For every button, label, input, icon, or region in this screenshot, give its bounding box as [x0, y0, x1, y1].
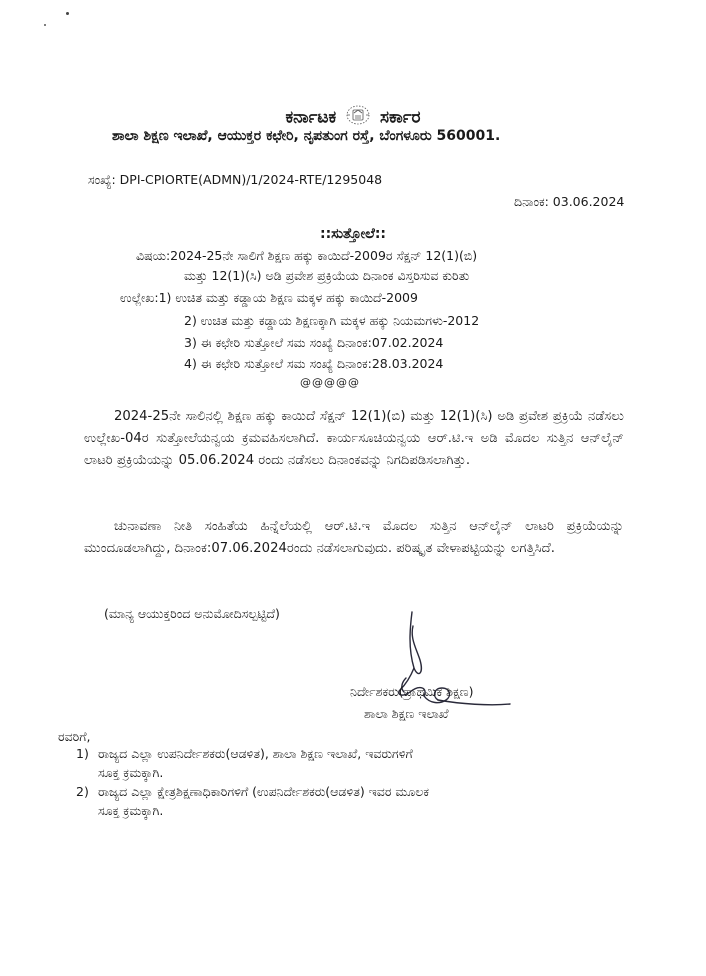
government-name-left: ಕರ್ನಾಟಕ — [285, 107, 337, 128]
recipient-item — [76, 782, 606, 820]
reference-item-1: ಉಲ್ಲೇಖ:1) ಉಚಿತ ಮತ್ತು ಕಡ್ಡಾಯ ಶಿಕ್ಷಣ ಮಕ್ಕಳ ಹಕ್ಕು ಕಾಯಿದೆ-2009 — [120, 290, 418, 305]
body-paragraph-1: 2024-25ನೇ ಸಾಲಿನಲ್ಲಿ ಶಿಕ್ಷಣ ಹಕ್ಕು ಕಾಯಿದೆ ಸೆಕ್ಷನ್ 12(1)(ಬಿ) ಮತ್ತು 12(1)(ಸಿ) ಅಡಿ ಪ್ರವೇಶ ಪ್ರಕ್ರಿಯೆ ನಡೆಸಲು ಉಲ್ಲೇಖ-04ರ ಸುತ್ತೋಲೆಯನ್ವಯ ಕ್ರಮವಹಿಸಲಾಗಿದೆ. ಕಾರ್ಯಸೂಚಿಯನ್ವಯ ಆರ್.ಟಿ.ಇ ಅಡಿ ಮೊದಲ ಸುತ್ತಿನ ಆನ್‌ಲೈನ್ ಲಾಟರಿ ಪ್ರಕ್ರಿಯೆಯನ್ನು 05.06.2024 ರಂದು ನಡೆಸಲು ದಿನಾಂಕವನ್ನು ನಿಗದಿಪಡಿಸಲಾಗಿತ್ತು. — [84, 409, 624, 468]
signatory-designation: ನಿರ್ದೇಶಕರು(ಪ್ರಾಥಮಿಕ ಶಿಕ್ಷಣ) — [350, 684, 474, 699]
subject-line-2: ಮತ್ತು 12(1)(ಸಿ) ಅಡಿ ಪ್ರವೇಶ ಪ್ರಕ್ರಿಯೆಯ ದಿನಾಂಕ ವಿಸ್ತರಿಸುವ ಕುರಿತು — [184, 268, 470, 283]
recipient-text-continued: ಸೂಕ್ತ ಕ್ರಮಕ್ಕಾಗಿ. — [98, 765, 164, 780]
government-name-right: ಸರ್ಕಾರ — [380, 107, 421, 128]
government-heading — [0, 104, 706, 131]
recipient-text-continued: ಸೂಕ್ತ ಕ್ರಮಕ್ಕಾಗಿ. — [98, 803, 164, 818]
issue-date: ದಿನಾಂಕ: 03.06.2024 — [514, 194, 625, 209]
recipient-text: ರಾಜ್ಯದ ಎಲ್ಲಾ ಉಪನಿರ್ದೇಶಕರು(ಆಡಳಿತ), ಶಾಲಾ ಶಿಕ್ಷಣ ಇಲಾಖೆ, ಇವರುಗಳಿಗೆ — [98, 746, 413, 761]
recipient-number: 2) — [76, 784, 89, 799]
recipient-item — [76, 744, 596, 782]
reference-item-2: 2) ಉಚಿತ ಮತ್ತು ಕಡ್ಡಾಯ ಶಿಕ್ಷಣಕ್ಕಾಗಿ ಮಕ್ಕಳ ಹಕ್ಕು ನಿಯಮಗಳು-2012 — [184, 313, 480, 328]
section-separator: @@@@@ — [300, 376, 360, 389]
recipient-number: 1) — [76, 746, 89, 761]
subject-line-1: ವಿಷಯ:2024-25ನೇ ಸಾಲಿಗೆ ಶಿಕ್ಷಣ ಹಕ್ಕು ಕಾಯಿದೆ-2009ರ ಸೆಕ್ಷನ್ 12(1)(ಬಿ) — [136, 248, 478, 263]
reference-item-3: 3) ಈ ಕಛೇರಿ ಸುತ್ತೋಲೆ ಸಮ ಸಂಖ್ಯೆ ದಿನಾಂಕ:07.02.2024 — [184, 335, 444, 350]
reference-number: ಸಂಖ್ಯೆ: DPI-CPIORTE(ADMN)/1/2024-RTE/1295048 — [88, 172, 383, 187]
circular-title: ::ಸುತ್ತೋಲೆ:: — [319, 226, 387, 242]
reference-item-4: 4) ಈ ಕಛೇರಿ ಸುತ್ತೋಲೆ ಸಮ ಸಂಖ್ಯೆ ದಿನಾಂಕ:28.03.2024 — [184, 356, 444, 371]
scan-speck — [66, 12, 69, 15]
handwritten-signature — [380, 608, 550, 722]
recipients-heading: ರವರಿಗೆ, — [58, 729, 91, 744]
scan-speck — [44, 24, 46, 26]
karnataka-emblem-icon — [345, 104, 371, 131]
approval-note: (ಮಾನ್ಯ ಆಯುಕ್ತರಿಂದ ಅನುಮೋದಿಸಲ್ಪಟ್ಟಿದೆ) — [104, 606, 280, 621]
body-paragraph-2: ಚುನಾವಣಾ ನೀತಿ ಸಂಹಿತೆಯ ಹಿನ್ನೆಲೆಯಲ್ಲಿ ಆರ್.ಟಿ.ಇ ಮೊದಲ ಸುತ್ತಿನ ಆನ್‌ಲೈನ್ ಲಾಟರಿ ಪ್ರಕ್ರಿಯೆಯನ್ನು ಮುಂದೂಡಲಾಗಿದ್ದು, ದಿನಾಂಕ:07.06.2024ರಂದು ನಡೆಸಲಾಗುವುದು. ಪರಿಷ್ಕೃತ ವೇಳಾಪಟ್ಟಿಯನ್ನು ಲಗತ್ತಿಸಿದೆ. — [84, 519, 624, 556]
recipient-text: ರಾಜ್ಯದ ಎಲ್ಲಾ ಕ್ಷೇತ್ರಶಿಕ್ಷಣಾಧಿಕಾರಿಗಳಿಗೆ (ಉಪನಿರ್ದೇಶಕರು(ಆಡಳಿತ) ಇವರ ಮೂಲಕ — [98, 784, 429, 799]
department-address: ಶಾಲಾ ಶಿಕ್ಷಣ ಇಲಾಖೆ, ಆಯುಕ್ತರ ಕಛೇರಿ, ನೃಪತುಂಗ ರಸ್ತೆ, ಬೆಂಗಳೂರು 560001. — [112, 128, 501, 144]
signatory-department: ಶಾಲಾ ಶಿಕ್ಷಣ ಇಲಾಖೆ — [364, 706, 449, 721]
